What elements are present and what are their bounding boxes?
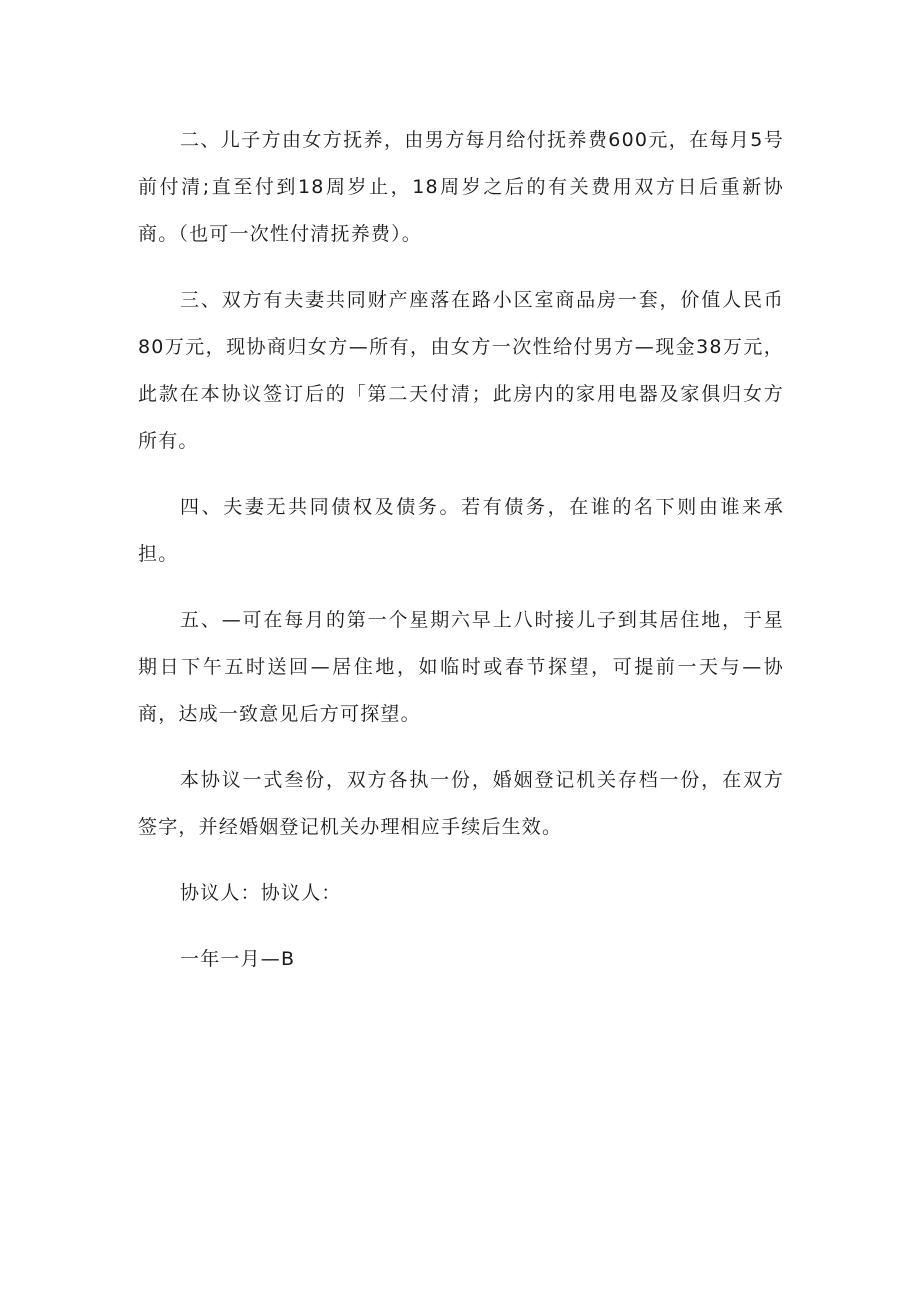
signatories-line: 协议人：协议人： — [180, 882, 342, 904]
date-line: 一年一月—B — [180, 948, 296, 970]
clause-copies-effect: 本协议一式叁份，双方各执一份，婚姻登记机关存档一份，在双方签字，并经婚姻登记机关办理相应手续后生效。 — [138, 769, 784, 838]
clause-child-custody: 二、儿子方由女方抚养，由男方每月给付抚养费600元，在每月5号前付清;直至付到18周岁止，18周岁之后的有关费用双方日后重新协商。（也可一次性付清抚养费）。 — [138, 129, 784, 245]
clause-property: 三、双方有夫妻共同财产座落在路小区室商品房一套，价值人民币80万元，现协商归女方—所有，由女方一次性给付男方—现金38万元，此款在本协议签订后的「第二天付清；此房内的家用电器及家俱归女方所有。 — [138, 289, 784, 452]
clause-visitation: 五、—可在每月的第一个星期六早上八时接儿子到其居住地，于星期日下午五时送回—居住地，如临时或春节探望，可提前一天与—协商，达成一致意见后方可探望。 — [138, 609, 784, 725]
document-body — [138, 117, 784, 1002]
clause-debts: 四、夫妻无共同债权及债务。若有债务，在谁的名下则由谁来承担。 — [138, 496, 784, 565]
